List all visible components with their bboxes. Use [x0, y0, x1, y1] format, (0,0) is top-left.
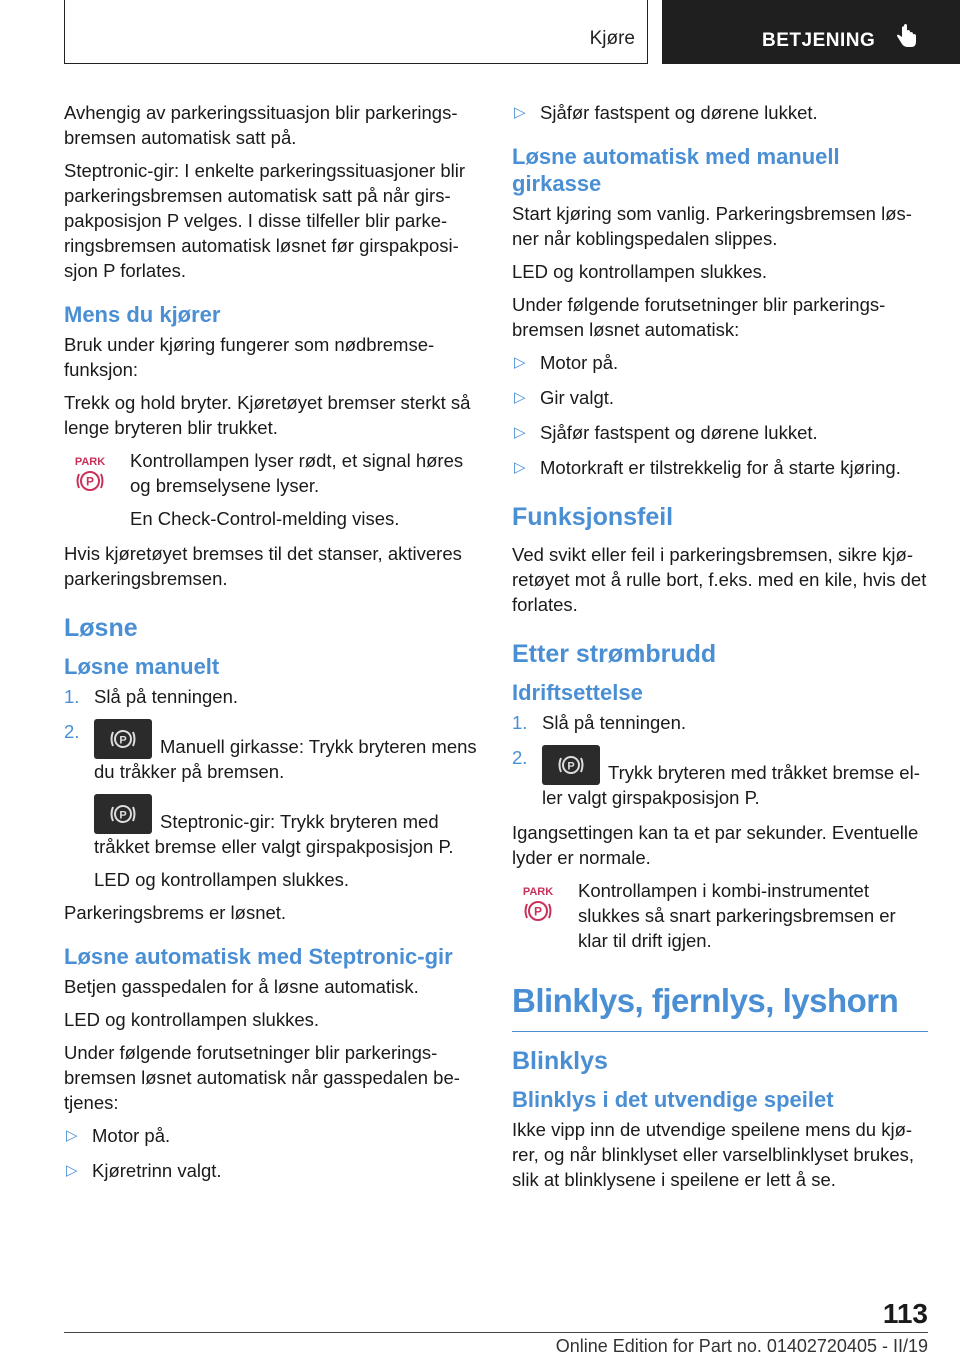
heading-losne-auto-steptronic: Løsne automatisk med Steptronic-gir	[64, 944, 453, 969]
paragraph: LED og kontrollampen slukkes.	[512, 261, 768, 282]
paragraph: Under følgende forutsetninger blir parkeringsbremsen løsnet automatisk:	[512, 294, 886, 340]
bullet-triangle-icon: ▷	[514, 354, 526, 371]
heading-blinklys-speilet: Blinklys i det utvendige speilet	[512, 1087, 834, 1112]
parking-brake-switch-icon	[542, 745, 600, 785]
paragraph: Parkeringsbrems er løsnet.	[64, 902, 287, 923]
header-section-box	[64, 0, 648, 64]
paragraph: Under følgende forutsetninger blir parkeringsbremsen løsnet automatisk når gasspedalen betjenes:	[64, 1042, 460, 1113]
bullet-triangle-icon: ▷	[514, 424, 526, 441]
right-column	[512, 100, 928, 1200]
svg-text:P: P	[567, 760, 575, 773]
paragraph: Steptronic-gir: I enkelte parkeringssituasjoner blir parkeringsbremsen automatisk satt på når girspakposisjon P velges. I disse tilfeller blir parkeringsbremsen automatisk løsnet før girspakposisjon P forlates.	[64, 160, 466, 281]
bullet-text: Motorkraft er tilstrekkelig for å starte kjøring.	[540, 457, 901, 478]
bullet-item	[64, 1158, 480, 1183]
step-text: Slå på tenningen.	[94, 686, 239, 707]
park-note	[512, 878, 928, 953]
paragraph: LED og kontrollampen slukkes.	[64, 1009, 320, 1030]
park-brake-warning-icon	[518, 884, 558, 924]
heading-etter-strombrudd: Etter strømbrudd	[512, 640, 717, 668]
step-number: 2.	[512, 747, 528, 768]
bullet-item	[512, 420, 928, 445]
paragraph: Igangsettingen kan ta et par sekunder. Eventuelle lyder er normale.	[512, 822, 919, 868]
bullet-item	[512, 350, 928, 375]
paragraph: Hvis kjøretøyet bremses til det stanser, aktiveres parkeringsbremsen.	[64, 543, 462, 589]
bullet-item	[512, 455, 928, 480]
heading-losne: Løsne	[64, 614, 138, 642]
park-note	[64, 448, 480, 531]
heading-idriftsettelse: Idriftsettelse	[512, 680, 643, 705]
note-text: Kontrollampen i kombi-instrumentet slukkes så snart parkeringsbremsen er klar til drift igjen.	[578, 880, 896, 951]
bullet-text: Sjåfør fastspent og dørene lukket.	[540, 102, 818, 123]
header-chapter-box	[662, 0, 960, 64]
header-section-title: Kjøre	[589, 28, 635, 49]
svg-text:PARK: PARK	[522, 886, 554, 898]
bullet-triangle-icon: ▷	[514, 104, 526, 121]
paragraph: Betjen gasspedalen for å løsne automatisk.	[64, 976, 419, 997]
heading-losne-auto-manuell: Løsne automatisk med manuell girkasse	[512, 144, 840, 196]
heading-blinklys: Blinklys	[512, 1047, 608, 1075]
bullet-text: Kjøretrinn valgt.	[92, 1160, 222, 1181]
svg-text:P: P	[85, 474, 95, 489]
svg-text:P: P	[533, 904, 543, 919]
step-text: Trykk bryteren med tråkket bremse eller valgt girspakposisjon P.	[542, 762, 920, 808]
paragraph: Trekk og hold bryter. Kjøretøyet bremser sterkt så lenge bryteren blir trukket.	[64, 392, 471, 438]
heading-blinklys-fjernlys-lyshorn: Blinklys, fjernlys, lyshorn	[512, 981, 928, 1032]
step-item	[64, 684, 480, 709]
heading-losne-manuelt: Løsne manuelt	[64, 654, 220, 679]
bullet-item	[512, 385, 928, 410]
step-text: Manuell girkasse: Trykk bryteren mens du tråkker på bremsen.	[94, 736, 477, 782]
paragraph: Avhengig av parkeringssituasjon blir parkeringsbremsen automatisk satt på.	[64, 102, 458, 148]
svg-text:P: P	[119, 734, 127, 747]
step-number: 1.	[64, 686, 80, 707]
bullet-text: Gir valgt.	[540, 387, 615, 408]
step-substep	[64, 794, 480, 859]
bullet-text: Sjåfør fastspent og dørene lukket.	[540, 422, 818, 443]
footer-divider	[64, 1332, 928, 1333]
paragraph: Start kjøring som vanlig. Parkeringsbremsen løsner når koblingspedalen slippes.	[512, 203, 912, 249]
bullet-item	[64, 1123, 480, 1148]
paragraph: Ved svikt eller feil i parkeringsbremsen, sikre kjøretøyet mot å rulle bort, f.eks. med en kile, hvis det forlates.	[512, 544, 927, 615]
bullet-triangle-icon: ▷	[66, 1127, 78, 1144]
step-item	[512, 710, 928, 735]
parking-brake-switch-icon	[94, 794, 152, 834]
step-text: Steptronic-gir: Trykk bryteren med tråkket bremse eller valgt girspakposisjon P.	[94, 811, 454, 857]
step-item	[64, 719, 480, 784]
park-brake-warning-icon	[70, 454, 110, 494]
step-item	[512, 745, 928, 810]
heading-mens-du-kjorer: Mens du kjører	[64, 302, 221, 327]
hand-pointer-icon	[894, 24, 920, 50]
bullet-triangle-icon: ▷	[66, 1162, 78, 1179]
note-text: Kontrollampen lyser rødt, et signal høres og bremselysene lyser.	[130, 450, 464, 496]
paragraph: Ikke vipp inn de utvendige speilene mens du kjører, og når blinklyset eller varselblinklyset brukes, slik at blinklysene i speilene er lett å se.	[512, 1119, 915, 1190]
paragraph: Bruk under kjøring fungerer som nødbremsefunksjon:	[64, 334, 435, 380]
bullet-text: Motor på.	[540, 352, 619, 373]
bullet-item	[512, 100, 928, 125]
svg-text:PARK: PARK	[74, 456, 106, 468]
page-number: 113	[882, 1298, 928, 1329]
svg-text:P: P	[119, 809, 127, 822]
heading-funksjonsfeil: Funksjonsfeil	[512, 503, 674, 531]
parking-brake-switch-icon	[94, 719, 152, 759]
note-text: En Check-Control-melding vises.	[130, 508, 400, 529]
step-text: Slå på tenningen.	[542, 712, 687, 733]
left-column	[64, 100, 480, 1193]
bullet-text: Motor på.	[92, 1125, 171, 1146]
step-substep: LED og kontrollampen slukkes.	[94, 869, 350, 890]
step-number: 1.	[512, 712, 528, 733]
bullet-triangle-icon: ▷	[514, 389, 526, 406]
bullet-triangle-icon: ▷	[514, 459, 526, 476]
footer-edition: Online Edition for Part no. 01402720405 - II/19	[555, 1336, 928, 1356]
header-chapter-title: BETJENING	[762, 30, 876, 51]
step-number: 2.	[64, 721, 80, 742]
